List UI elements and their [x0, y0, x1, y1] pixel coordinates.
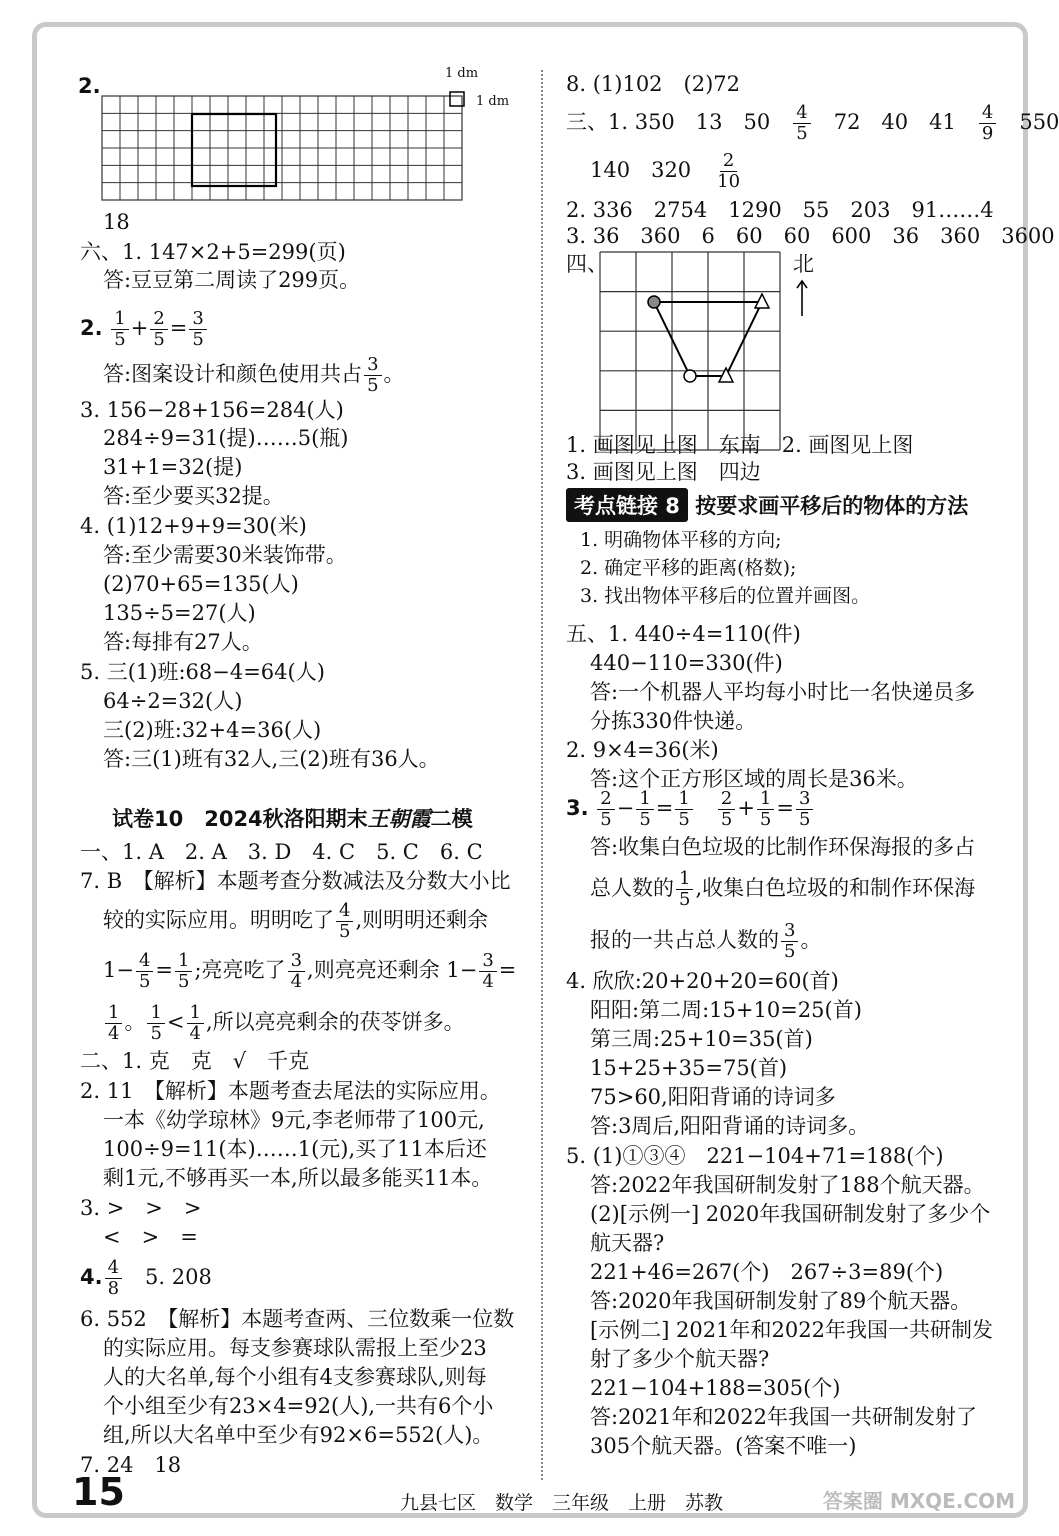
- fraction: $\frac{3}{5}$: [781, 921, 798, 962]
- liu-5b: 64÷2=32(人): [103, 689, 243, 713]
- fraction: $\frac{2}{5}$: [597, 789, 614, 830]
- liu-3b: 284÷9=31(提)……5(瓶): [103, 426, 349, 450]
- fraction: $\frac{3}{4}$: [288, 951, 305, 992]
- liu-5a: 5. 三(1)班:68−4=64(人): [80, 660, 325, 684]
- liu-3a: 3. 156−28+156=284(人): [80, 398, 344, 422]
- wu-4e: 75>60,阳阳背诵的诗词多: [590, 1085, 836, 1109]
- er-3a: 3. > > >: [80, 1196, 202, 1220]
- liu-4b: 答:至少需要30米装饰带。: [103, 543, 347, 567]
- san-1-row1: 三、1. 350 13 50 $\frac{4}{5}$ 72 40 41 $\frac{4}{9}$ 550: [566, 102, 1059, 144]
- fraction: $\frac{1}{5}$: [675, 789, 692, 830]
- liu-5c: 三(2)班:32+4=36(人): [103, 718, 322, 742]
- liu-2-answer: 答:图案设计和颜色使用共占 $\frac{3}{5}$ 。: [103, 354, 405, 396]
- yi-7c: 1− $\frac{4}{5}$ = $\frac{1}{5}$ ;亮亮吃了 $\frac{3}{4}$ ,则亮亮还剩余 1− $\frac{3}{4}$ =: [103, 950, 517, 992]
- column-divider: [541, 70, 543, 1480]
- grid-answer: 18: [103, 210, 130, 234]
- fraction: $\frac{2}{5}$: [150, 309, 167, 350]
- wu-4a: 4. 欣欣:20+20+20=60(首): [566, 969, 839, 993]
- wu-5d: 航天器?: [590, 1231, 665, 1255]
- fraction: $\frac{4}{5}$: [136, 951, 153, 992]
- fraction: $\frac{3}{4}$: [479, 951, 496, 992]
- wu-4c: 第三周:25+10=35(首): [590, 1027, 813, 1051]
- er-2a: 2. 11 【解析】本题考查去尾法的实际应用。: [80, 1079, 501, 1103]
- wu-4f: 答:3周后,阳阳背诵的诗词多。: [590, 1114, 870, 1138]
- yi-7a: 7. B 【解析】本题考查分数减法及分数大小比: [80, 869, 511, 893]
- liu-2-label: 2.: [80, 316, 103, 340]
- fraction: $\frac{4}{8}$: [105, 1258, 122, 1299]
- publisher-logo: 王朝霞: [367, 806, 431, 831]
- wu-1b: 440−110=330(件): [590, 651, 783, 675]
- fraction: $\frac{1}{5}$: [111, 309, 128, 350]
- si-3: 3. 画图见上图 四边: [566, 460, 761, 484]
- liu-3c: 31+1=32(提): [103, 455, 243, 479]
- wu-4b: 阳阳:第二周:15+10=25(首): [590, 998, 862, 1022]
- wu-1d: 分拣330件快递。: [590, 709, 757, 733]
- r8: 8. (1)102 (2)72: [566, 72, 741, 96]
- wu-3-equations: 3. $\frac{2}{5}$ − $\frac{1}{5}$ = $\frac{1}{5}$ $\frac{2}{5}$ + $\frac{1}{5}$ = $\frac{3}{5}$: [566, 786, 815, 830]
- wu-1c: 答:一个机器人平均每小时比一名快递员多: [590, 680, 976, 704]
- er-6a: 6. 552 【解析】本题考查两、三位数乘一位数: [80, 1307, 515, 1331]
- er-6c: 人的大名单,每个小组有4支参赛球队,则每: [103, 1365, 487, 1389]
- er-6b: 的实际应用。每支参赛球队需报上至少23: [103, 1336, 487, 1360]
- circle-marker: [648, 296, 660, 308]
- liu-4a: 4. (1)12+9+9=30(米): [80, 514, 307, 538]
- footer-info: 九县七区 数学 三年级 上册 苏教: [400, 1492, 724, 1514]
- test-title: 试卷10 2024秋洛阳期末王朝霞二模: [112, 806, 473, 831]
- wu-5h: 射了多少个航天器?: [590, 1347, 770, 1371]
- san-2: 2. 336 2754 1290 55 203 91……4: [566, 198, 994, 222]
- wu-4d: 15+25+35=75(首): [590, 1056, 788, 1080]
- north-arrow-icon: [794, 278, 810, 318]
- er-2d: 剩1元,不够再买一本,所以最多能买11本。: [103, 1166, 493, 1190]
- er-2c: 100÷9=11(本)……1(元),买了11本后还: [103, 1137, 487, 1161]
- square-outline: [192, 114, 276, 186]
- wu-1a: 五、1. 440÷4=110(件): [566, 622, 801, 646]
- er-2b: 一本《幼学琼林》9元,李老师带了100元,: [103, 1108, 485, 1132]
- fraction: $\frac{1}{5}$: [757, 789, 774, 830]
- san-3: 3. 36 360 6 60 60 600 36 360 3600: [566, 224, 1055, 248]
- wu-5f: 答:2020年我国研制发射了89个航天器。: [590, 1289, 972, 1313]
- wu-5e: 221+46=267(个) 267÷3=89(个): [590, 1260, 944, 1284]
- liu-4e: 答:每排有27人。: [103, 630, 263, 654]
- tip-1: 1. 明确物体平移的方向;: [580, 529, 782, 551]
- fraction: $\frac{3}{5}$: [364, 355, 381, 396]
- circle-marker: [684, 370, 696, 382]
- wu-5j: 答:2021年和2022年我国一共研制发射了: [590, 1405, 977, 1429]
- si-1: 1. 画图见上图 东南 2. 画图见上图: [566, 433, 914, 457]
- fraction: $\frac{2}{10}$: [717, 150, 741, 192]
- grid-figure: [90, 62, 520, 212]
- fraction: $\frac{1}{5}$: [636, 789, 653, 830]
- liu-5d: 答:三(1)班有32人,三(2)班有36人。: [103, 747, 440, 771]
- liu-1-answer: 答:豆豆第二周读了299页。: [103, 268, 361, 292]
- wu-5k: 305个航天器。(答案不唯一): [590, 1434, 857, 1458]
- fraction: $\frac{1}{5}$: [147, 1003, 164, 1044]
- er-6e: 组,所以大名单中至少有92×6=552(人)。: [103, 1423, 494, 1447]
- liu-4c: (2)70+65=135(人): [103, 572, 299, 596]
- wu-5b: 答:2022年我国研制发射了188个航天器。: [590, 1173, 985, 1197]
- fraction: $\frac{4}{5}$: [793, 103, 810, 144]
- tip-heading: [566, 488, 968, 522]
- liu-4d: 135÷5=27(人): [103, 601, 256, 625]
- liu-2-equation: 2. $\frac{1}{5}$ + $\frac{2}{5}$ = $\frac{3}{5}$: [80, 306, 209, 350]
- yi-7b: 较的实际应用。明明吃了 $\frac{4}{5}$ ,则明明还剩余: [103, 900, 489, 942]
- liu-3d: 答:至少要买32提。: [103, 484, 284, 508]
- tip-title: 按要求画平移后的物体的方法: [695, 494, 969, 518]
- fraction: $\frac{3}{5}$: [189, 309, 206, 350]
- tip-2: 2. 确定平移的距离(格数);: [580, 557, 797, 579]
- q2-label: 2.: [78, 74, 101, 98]
- watermark: 答案圈 MXQE.COM: [822, 1489, 1015, 1513]
- wu-5g: [示例二] 2021年和2022年我国一共研制发: [590, 1318, 993, 1342]
- fraction: $\frac{4}{9}$: [979, 103, 996, 144]
- tip-3: 3. 找出物体平移后的位置并画图。: [580, 585, 871, 607]
- er-6d: 个小组至少有23×4=92(人),一共有6个小: [103, 1394, 494, 1418]
- translation-grid: [598, 250, 784, 454]
- liu-1: 六、1. 147×2+5=299(页): [80, 240, 346, 264]
- wu-3c: 总人数的 $\frac{1}{5}$ ,收集白色垃圾的和制作环保海: [590, 868, 976, 910]
- wu-2b: 答:这个正方形区域的周长是36米。: [590, 767, 918, 791]
- er-1: 二、1. 克 克 √ 千克: [80, 1049, 310, 1073]
- si-label: 四、: [566, 252, 608, 276]
- page-number: 15: [72, 1470, 125, 1514]
- wu-5c: (2)[示例一] 2020年我国研制发射了多少个: [590, 1202, 991, 1226]
- wu-2a: 2. 9×4=36(米): [566, 738, 719, 762]
- fraction: $\frac{1}{5}$: [175, 951, 192, 992]
- er-3b: < > =: [103, 1225, 198, 1249]
- yi-7d: $\frac{1}{4}$ 。 $\frac{1}{5}$ < $\frac{1}{4}$ ,所以亮亮剩余的茯苓饼多。: [103, 1000, 465, 1044]
- grid-dm-top-label: 1 dm: [445, 66, 479, 81]
- fraction: $\frac{1}{5}$: [676, 869, 693, 910]
- tip-badge: 考点链接 8: [566, 488, 688, 522]
- grid-dm-side-label: 1 dm: [476, 94, 510, 109]
- wu-3d: 报的一共占总人数的 $\frac{3}{5}$ 。: [590, 920, 822, 962]
- north-label: 北: [793, 252, 814, 276]
- fraction: $\frac{1}{4}$: [187, 1003, 204, 1044]
- er-4-5: 4. $\frac{4}{8}$ 5. 208: [80, 1257, 212, 1299]
- fraction: $\frac{4}{5}$: [336, 901, 353, 942]
- yi-1: 一、1. A 2. A 3. D 4. C 5. C 6. C: [80, 840, 483, 864]
- fraction: $\frac{2}{5}$: [718, 789, 735, 830]
- wu-5a: 5. (1)①③④ 221−104+71=188(个): [566, 1144, 944, 1168]
- wu-3b: 答:收集白色垃圾的比制作环保海报的多占: [590, 835, 976, 859]
- fraction: $\frac{1}{4}$: [105, 1003, 122, 1044]
- wu-5i: 221−104+188=305(个): [590, 1376, 841, 1400]
- er-7: 7. 24 18: [80, 1453, 182, 1477]
- san-1-row2: 140 320 $\frac{2}{10}$: [590, 148, 745, 192]
- fraction: $\frac{3}{5}$: [796, 789, 813, 830]
